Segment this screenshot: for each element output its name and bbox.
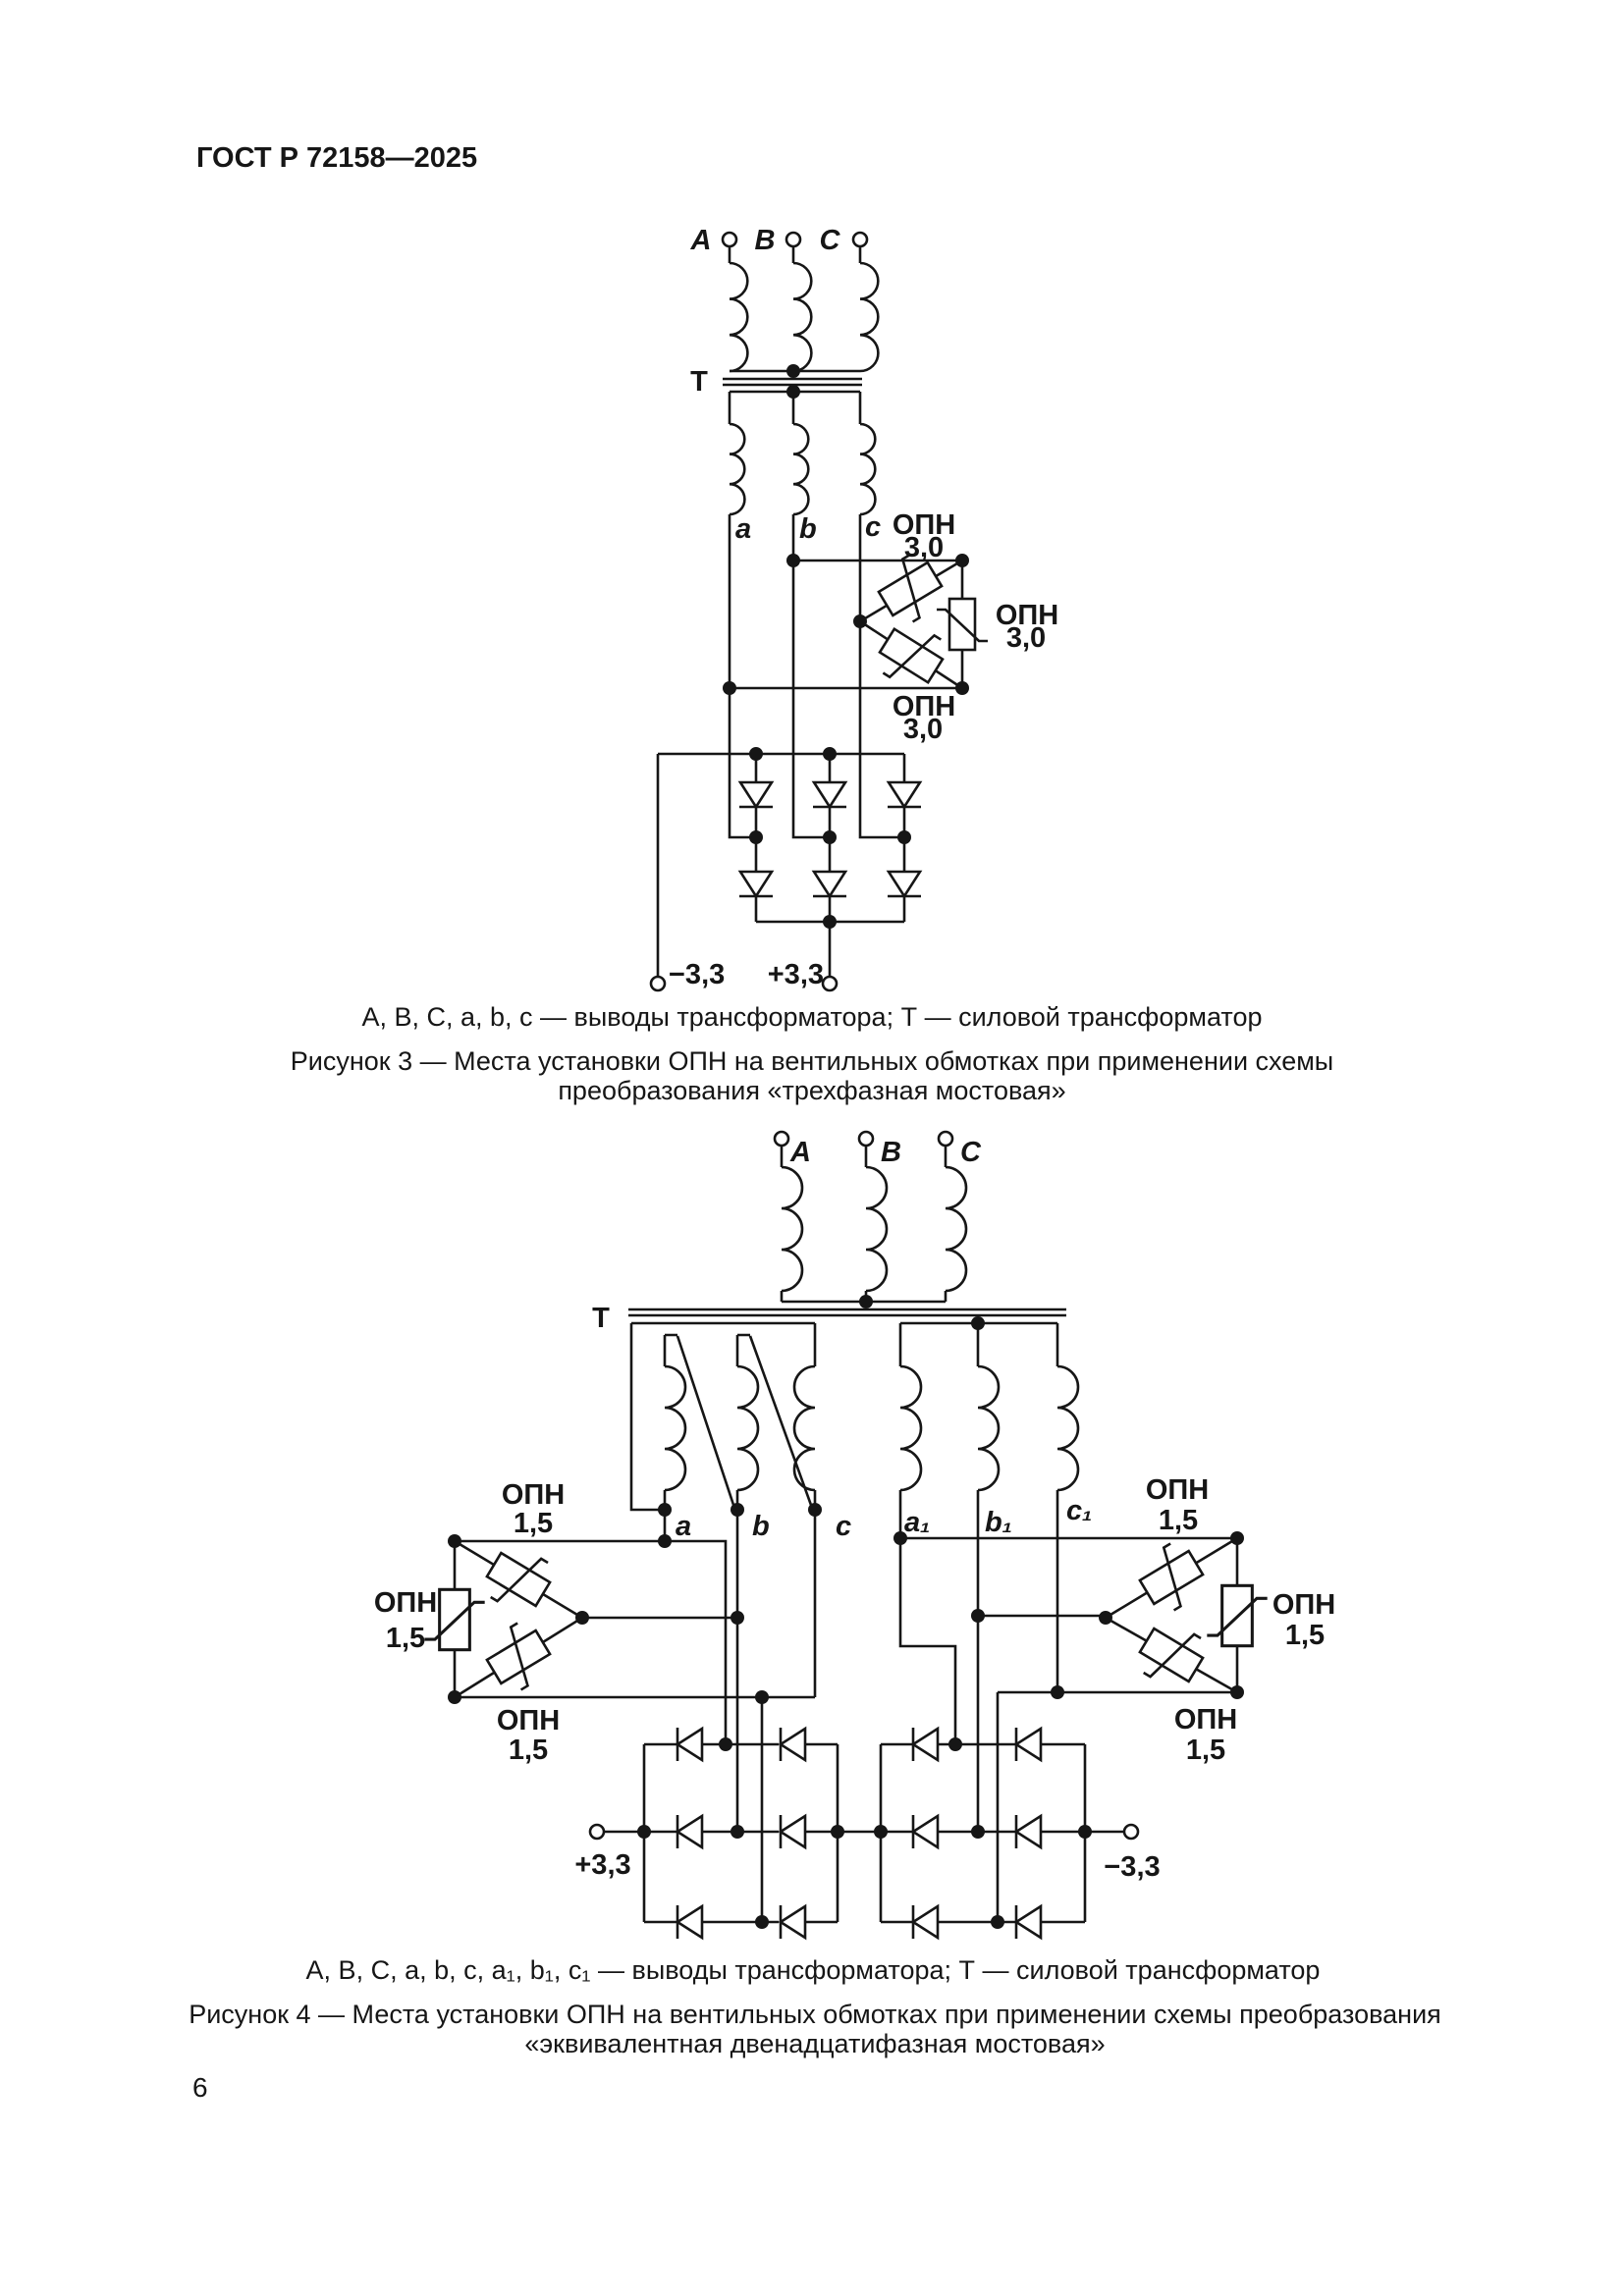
- fig3-arrester-right-icon: [937, 599, 988, 650]
- fig4-arrester-left-value: 1,5: [385, 1623, 426, 1654]
- fig4-arrester-right-value: 1,5: [1284, 1620, 1326, 1651]
- fig4-wye-secondary: [900, 1323, 1078, 1832]
- fig3-diode-icon: [813, 872, 846, 896]
- fig4-label-c1: c₁: [1066, 1495, 1093, 1526]
- fig4-diode-icon: [781, 1728, 805, 1761]
- fig3-title-line1: Рисунок 3 — Места установки ОПН на вентильных обмотках при применении схемы: [290, 1046, 1334, 1076]
- fig3-arrester-bottom-icon: [872, 615, 951, 696]
- fig3-primary-windings: [730, 263, 878, 371]
- fig3-label-B: B: [754, 225, 776, 256]
- fig3-diode-bridge: [651, 754, 921, 990]
- fig3-label-T: Т: [690, 366, 708, 398]
- page-header: ГОСТ Р 72158—2025: [196, 142, 478, 174]
- fig4-label-a1: a₁: [904, 1507, 931, 1538]
- fig4-arrester-icon: [1132, 1537, 1212, 1617]
- fig3-arrester-right-name: ОПН: [995, 600, 1059, 631]
- fig4-arrester-bottomleft-name: ОПН: [496, 1705, 561, 1736]
- fig4-right-bridge: [881, 1728, 1138, 1939]
- fig3-diode-icon: [888, 872, 921, 896]
- fig3-arrester-top-value: 3,0: [903, 532, 945, 563]
- fig3-label-b: b: [799, 513, 817, 545]
- fig4-diode-icon: [781, 1905, 805, 1939]
- fig4-arrester-icon: [1132, 1615, 1212, 1694]
- fig4-output-pos-label: +3,3: [574, 1849, 631, 1881]
- fig3-terminal-stems: [730, 246, 860, 263]
- fig3-diode-icon: [739, 872, 773, 896]
- fig4-arrester-left-name: ОПН: [373, 1587, 438, 1619]
- fig3-arrester-bottom-name: ОПН: [892, 691, 956, 722]
- fig4-output-neg-terminal: [1124, 1825, 1138, 1839]
- fig3-arrester-top-name: ОПН: [892, 509, 956, 541]
- fig3-diode-icon: [888, 782, 921, 807]
- fig4-primary-windings: [782, 1167, 966, 1302]
- fig3-terminal-B: [786, 233, 800, 246]
- fig4-diode-icon: [913, 1815, 938, 1848]
- fig4-arrester-bottomright-name: ОПН: [1173, 1704, 1238, 1735]
- fig3-label-C: C: [819, 225, 840, 256]
- fig4-label-B: B: [881, 1137, 901, 1168]
- fig3-output-neg-terminal: [651, 977, 665, 990]
- fig4-delta-secondary: [631, 1323, 815, 1832]
- fig4-arrester-topright-name: ОПН: [1145, 1474, 1210, 1506]
- fig4-arrester-topleft-value: 1,5: [513, 1508, 554, 1539]
- fig4-arrester-topleft-name: ОПН: [501, 1479, 566, 1511]
- fig4-terminal-B: [859, 1132, 873, 1146]
- fig4-label-a: a: [676, 1511, 692, 1542]
- fig4-diode-icon: [677, 1728, 702, 1761]
- fig4-arrester-right-name: ОПН: [1272, 1589, 1336, 1621]
- figure3-diagram: [291, 225, 1333, 1105]
- fig3-arrester-bottom-value: 3,0: [902, 714, 944, 745]
- fig4-terminal-C: [939, 1132, 952, 1146]
- fig4-title-line1: Рисунок 4 — Места установки ОПН на вентильных обмотках при применении схемы преобразования: [189, 2000, 1441, 2029]
- fig4-label-C: C: [960, 1137, 981, 1168]
- fig4-diode-icon: [677, 1815, 702, 1848]
- fig4-arrester-bottomright-value: 1,5: [1185, 1735, 1226, 1766]
- figure4-diagram: [189, 1132, 1441, 2058]
- fig4-terminal-A: [775, 1132, 788, 1146]
- fig3-legend: А, В, С, a, b, c — выводы трансформатора; Т — силовой трансформатор: [361, 1002, 1263, 1032]
- fig4-output-neg-label: −3,3: [1104, 1851, 1161, 1883]
- fig3-output-pos-label: +3,3: [767, 959, 824, 990]
- fig4-output-pos-terminal: [590, 1825, 604, 1839]
- fig4-legend: А, В, С, a, b, c, a₁, b₁, c₁ — выводы трансформатора; Т — силовой трансформатор: [305, 1955, 1321, 1985]
- fig3-output-pos-terminal: [823, 977, 837, 990]
- fig4-diode-icon: [913, 1728, 938, 1761]
- fig4-label-c: c: [836, 1511, 852, 1542]
- fig3-core-lines: [723, 379, 862, 385]
- fig4-diode-icon: [1016, 1728, 1041, 1761]
- fig4-arrester-right-icon: [1207, 1585, 1267, 1645]
- fig3-junction-dots: [723, 364, 969, 929]
- fig3-diode-icon: [813, 782, 846, 807]
- fig4-title-line2: «эквивалентная двенадцатифазная мостовая»: [524, 2029, 1106, 2058]
- fig3-arrester-right-value: 3,0: [1005, 622, 1047, 654]
- fig3-terminal-C: [853, 233, 867, 246]
- fig4-core-lines: [628, 1309, 1066, 1315]
- fig4-diode-icon: [1016, 1905, 1041, 1939]
- fig3-label-c: c: [865, 511, 882, 543]
- fig4-label-b: b: [752, 1511, 770, 1542]
- fig3-label-A: A: [690, 225, 712, 256]
- fig4-diode-icon: [913, 1905, 938, 1939]
- fig3-label-a: a: [735, 513, 752, 545]
- fig3-output-neg-label: −3,3: [669, 959, 726, 990]
- fig3-diode-icon: [739, 782, 773, 807]
- fig4-diode-icon: [781, 1815, 805, 1848]
- fig4-label-T: Т: [592, 1303, 610, 1334]
- fig4-arrester-icon: [479, 1617, 559, 1696]
- fig4-diode-icon: [677, 1905, 702, 1939]
- fig3-title-line2: преобразования «трехфазная мостовая»: [558, 1076, 1066, 1105]
- fig3-terminal-A: [723, 233, 736, 246]
- fig4-arrester-topright-value: 1,5: [1158, 1505, 1199, 1536]
- fig4-label-A: A: [790, 1137, 811, 1168]
- page-number: 6: [192, 2072, 208, 2103]
- fig4-arrester-bottomleft-value: 1,5: [508, 1735, 549, 1766]
- fig4-diode-icon: [1016, 1815, 1041, 1848]
- fig4-arrester-icon: [479, 1539, 559, 1619]
- fig4-label-b1: b₁: [985, 1507, 1012, 1538]
